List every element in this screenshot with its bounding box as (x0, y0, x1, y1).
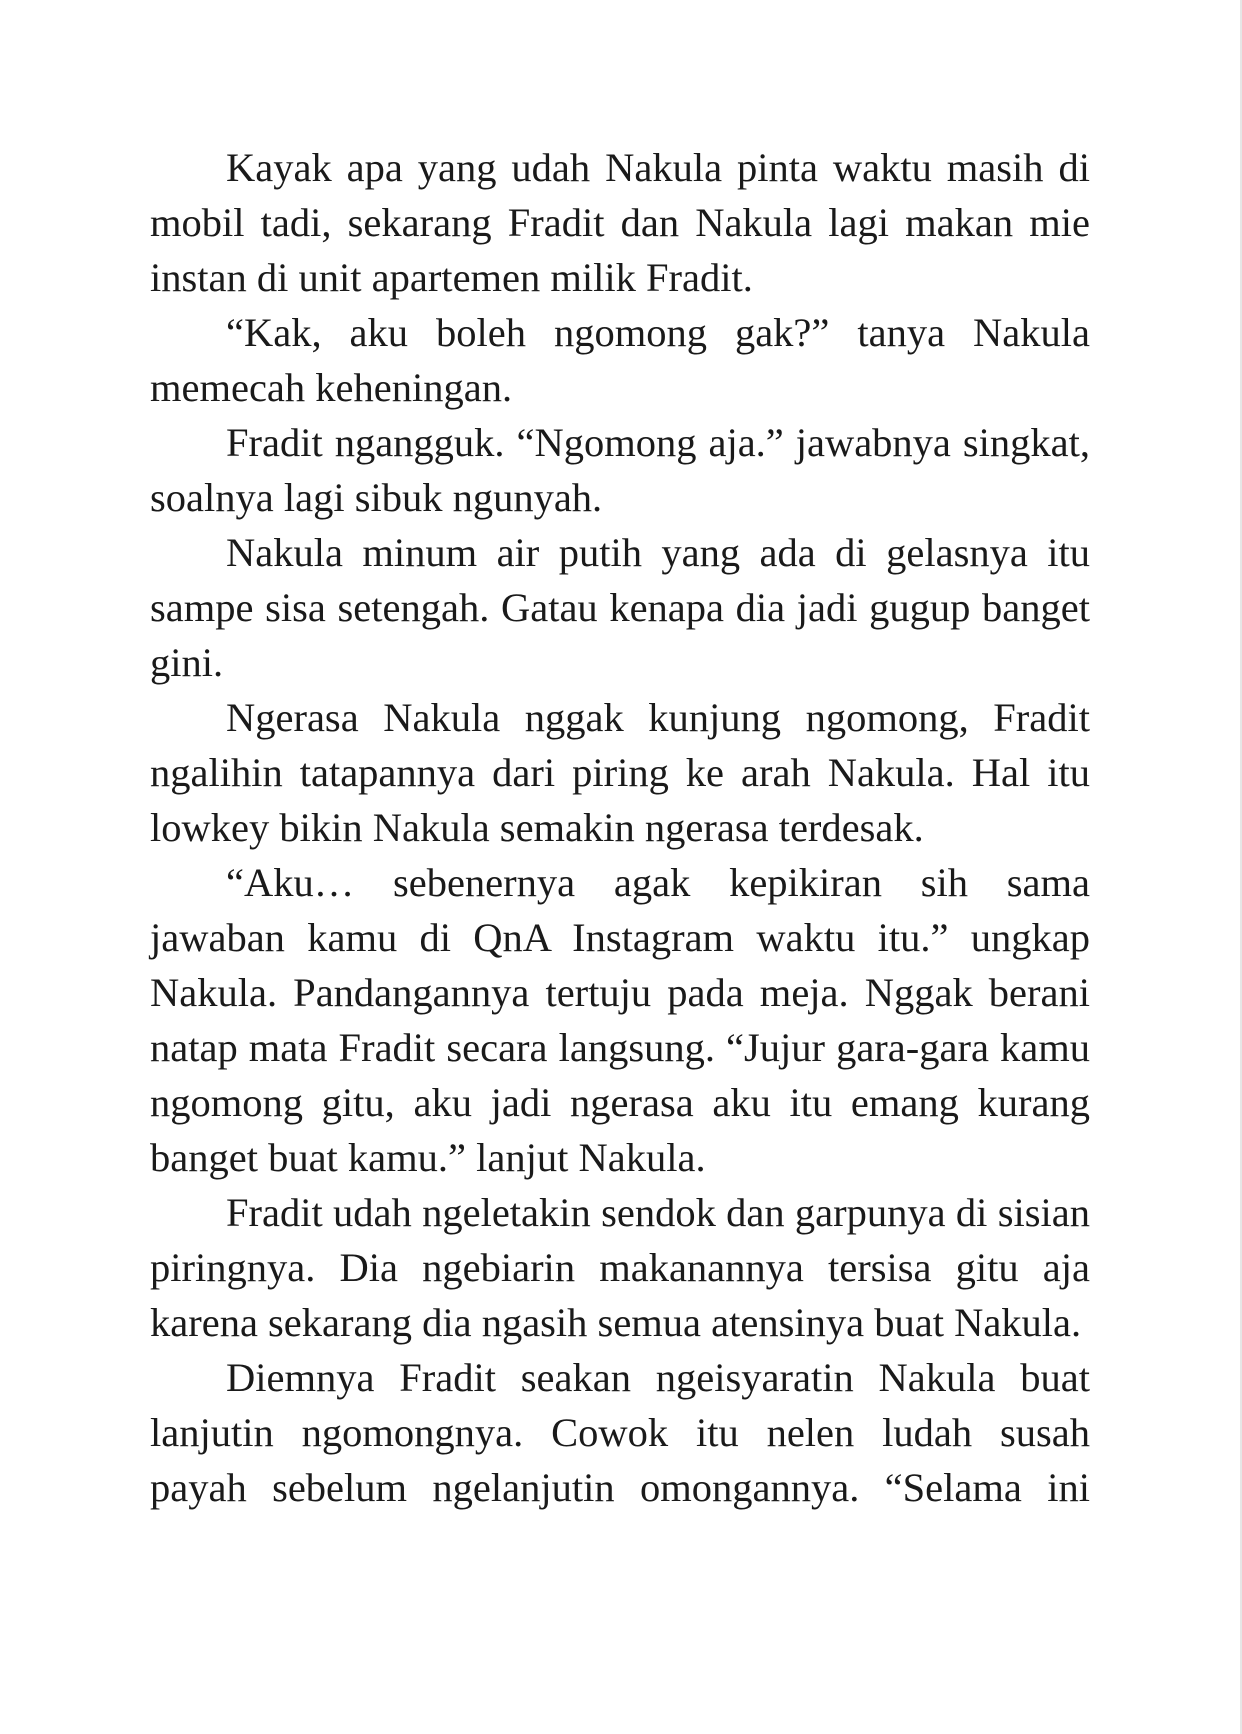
paragraph: “Aku… sebenernya agak kepikiran sih sama jawaban kamu di QnA Instagram waktu itu.” ungkap Nakula. Pandangannya tertuju pada meja. Nggak berani natap mata Fradit secara langsung. “Jujur gara-gara kamu ngomong gitu, aku jadi ngerasa aku itu emang kurang banget buat kamu.” lanjut Nakula. (150, 860, 1090, 1180)
paragraph: Diemnya Fradit seakan ngeisyaratin Nakula buat lanjutin ngomongnya. Cowok itu nelen ludah susah payah sebelum ngelanjutin omongannya. “Selama ini (150, 1355, 1090, 1510)
paragraph: Nakula minum air putih yang ada di gelasnya itu sampe sisa setengah. Gatau kenapa dia jadi gugup banget gini. (150, 530, 1090, 685)
paragraph: Fradit ngangguk. “Ngomong aja.” jawabnya singkat, soalnya lagi sibuk ngunyah. (150, 420, 1090, 520)
paragraph: “Kak, aku boleh ngomong gak?” tanya Nakula memecah keheningan. (150, 310, 1090, 410)
paragraph: Ngerasa Nakula nggak kunjung ngomong, Fradit ngalihin tatapannya dari piring ke arah Nakula. Hal itu lowkey bikin Nakula semakin ngerasa terdesak. (150, 695, 1090, 850)
paragraph: Fradit udah ngeletakin sendok dan garpunya di sisian piringnya. Dia ngebiarin makanannya tersisa gitu aja karena sekarang dia ngasih semua atensinya buat Nakula. (150, 1190, 1090, 1345)
paragraph: Kayak apa yang udah Nakula pinta waktu masih di mobil tadi, sekarang Fradit dan Nakula lagi makan mie instan di unit apartemen milik Fradit. (150, 145, 1090, 300)
document-body (150, 140, 1090, 1515)
